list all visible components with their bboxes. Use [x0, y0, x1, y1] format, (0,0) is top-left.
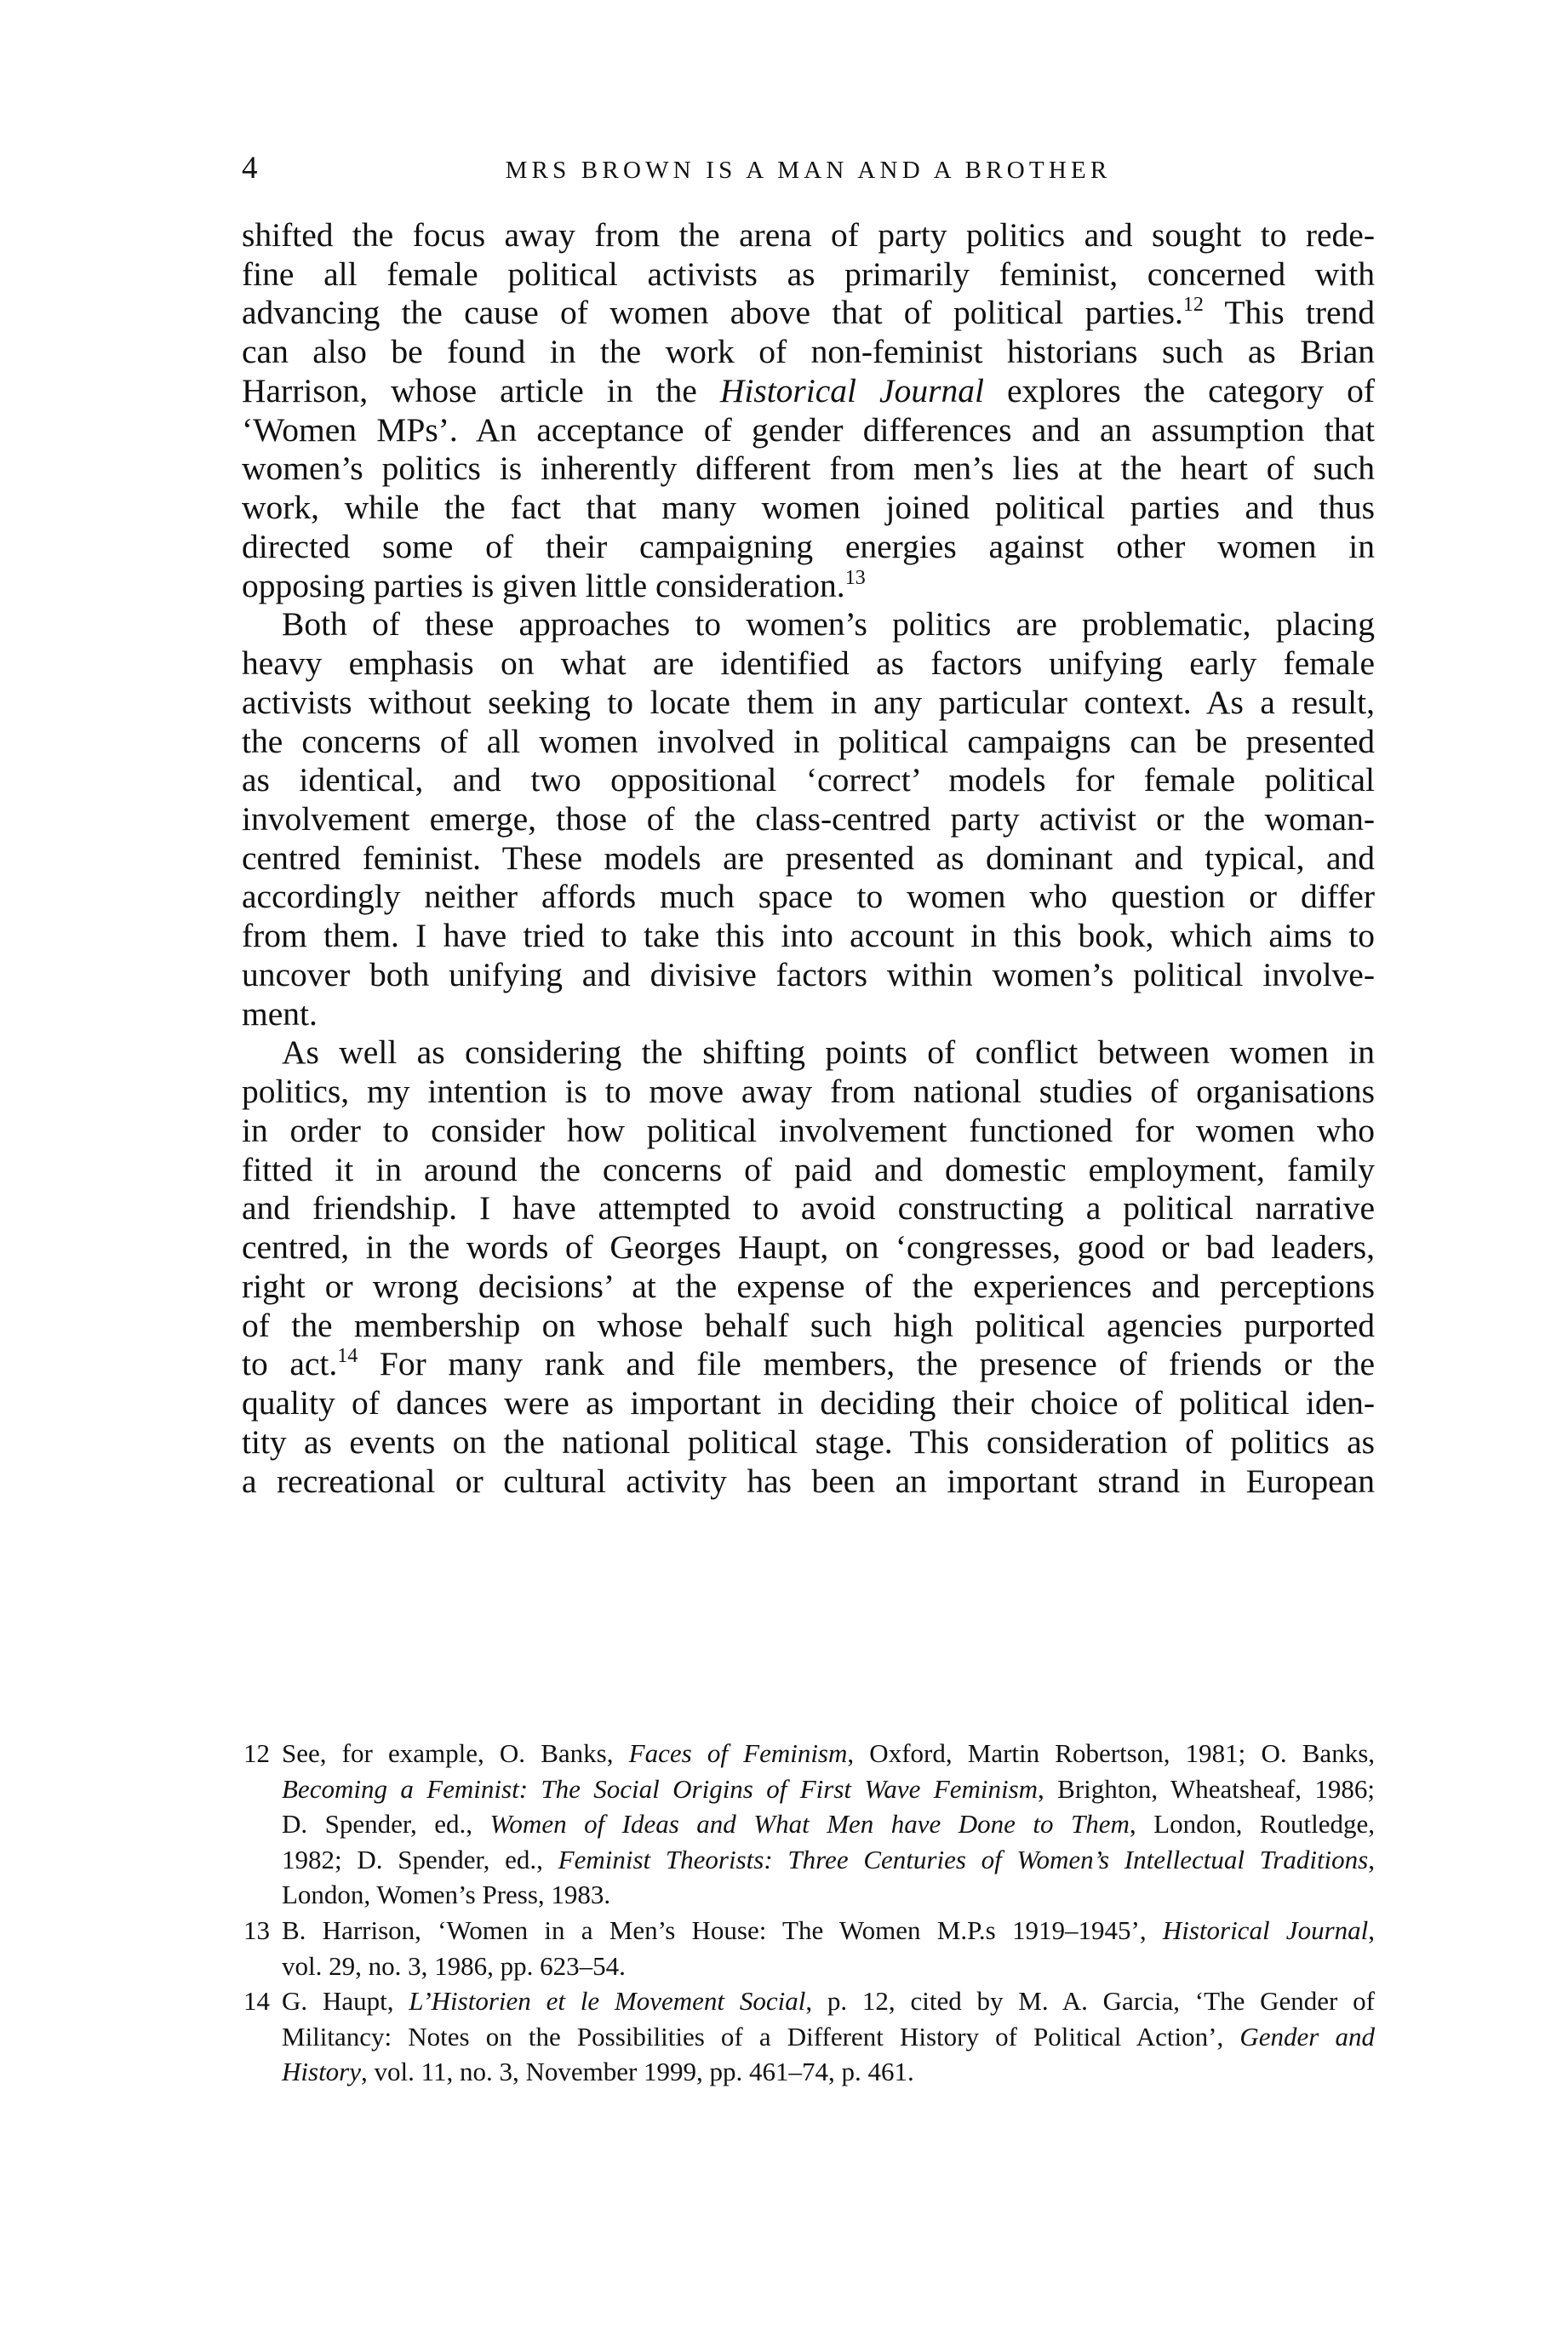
footnote-line — [242, 2019, 1375, 2055]
footnote-13 — [242, 1913, 1375, 1983]
text-run: fine all female political activists as primarily feminist, concerned with — [242, 255, 1375, 293]
paragraph — [242, 216, 1375, 605]
text-run: involvement emerge, those of the class-centred party activist or the woman- — [242, 800, 1375, 838]
text-run: a recreational or cultural activity has been an important strand in European — [242, 1462, 1375, 1500]
text-line — [242, 1112, 1375, 1151]
text-line — [242, 723, 1375, 762]
text-run: to act. — [242, 1345, 338, 1383]
text-run: Militancy: Notes on the Possibilities of a Different History of Political Action’, — [282, 2021, 1240, 2052]
text-line — [242, 839, 1375, 878]
paragraph — [242, 1033, 1375, 1501]
text-run: uncover both unifying and divisive factors within women’s political involve- — [242, 955, 1375, 993]
footnote-reference: 12 — [1182, 294, 1204, 317]
text-line — [242, 255, 1375, 295]
text-line — [242, 1268, 1375, 1307]
text-line — [242, 1384, 1375, 1423]
footnote-line — [242, 1913, 1375, 1949]
text-run: from them. I have tried to take this into account in this book, which aims to — [242, 917, 1375, 955]
footnote-line — [242, 1949, 1375, 1984]
text-line — [242, 567, 1375, 606]
text-run: explores the category of — [983, 371, 1376, 409]
italic-title: Feminist Theorists: Three Centuries of Women’s Intellectual Traditions — [558, 1844, 1369, 1874]
text-run: tity as events on the national political stage. This consideration of politics as — [242, 1422, 1375, 1461]
text-run: work, while the fact that many women joined political parties and thus — [242, 489, 1375, 527]
text-run: As well as considering the shifting points of conflict between women in — [282, 1033, 1375, 1072]
footnotes — [242, 1736, 1375, 2090]
text-line — [242, 995, 1375, 1034]
page-number: 4 — [242, 151, 258, 186]
text-line — [242, 878, 1375, 917]
footnote-number: 13 — [243, 1914, 270, 1945]
text-run: directed some of their campaigning energies against other women in — [242, 527, 1375, 565]
text-line — [242, 1073, 1375, 1112]
text-run: shifted the focus away from the arena of party politics and sought to rede- — [242, 216, 1375, 254]
text-line — [242, 956, 1375, 995]
text-line — [242, 684, 1375, 723]
text-run: For many rank and file members, the presence of friends or the — [358, 1345, 1375, 1383]
text-line — [242, 1228, 1375, 1268]
text-line — [242, 411, 1375, 450]
footnote-number: 12 — [243, 1738, 270, 1768]
text-line — [242, 1189, 1375, 1228]
footnote-line — [242, 1806, 1375, 1842]
text-run: heavy emphasis on what are identified as factors unifying early female — [242, 644, 1375, 683]
text-run: , p. 12, cited by M. A. Garcia, ‘The Gender of — [805, 1986, 1375, 2017]
italic-title: History — [282, 2057, 361, 2087]
text-line — [242, 449, 1375, 489]
italic-title: Historical Journal — [1162, 1914, 1369, 1945]
text-run: vol. 29, no. 3, 1986, pp. 623–54. — [282, 1950, 626, 1981]
text-run: G. Haupt, — [282, 1986, 409, 2017]
text-run: of the membership on whose behalf such high political agencies purported — [242, 1306, 1375, 1344]
text-run: D. Spender, ed., — [282, 1809, 490, 1840]
text-run: right or wrong decisions’ at the expense of the experiences and perceptions — [242, 1267, 1375, 1305]
text-run: opposing parties is given little consideration. — [242, 566, 845, 604]
text-line — [242, 1345, 1375, 1384]
text-line — [242, 1151, 1375, 1190]
text-line — [242, 216, 1375, 255]
text-run: , — [1368, 1914, 1375, 1945]
text-line — [242, 1033, 1375, 1073]
text-run: fitted it in around the concerns of paid and domestic employment, family — [242, 1150, 1375, 1188]
text-run: women’s politics is inherently different from men’s lies at the heart of such — [242, 449, 1375, 488]
footnote-line — [242, 1736, 1375, 1771]
text-run: quality of dances were as important in deciding their choice of political iden- — [242, 1384, 1375, 1422]
footnote-12 — [242, 1736, 1375, 1913]
text-run: activists without seeking to locate them in any particular context. As a result, — [242, 683, 1375, 721]
text-line — [242, 528, 1375, 567]
text-run: See, for example, O. Banks, — [282, 1738, 629, 1768]
text-run: advancing the cause of women above that of political parties. — [242, 294, 1183, 332]
text-line — [242, 294, 1375, 333]
text-run: , vol. 11, no. 3, November 1999, pp. 461–74, p. 461. — [361, 2057, 914, 2087]
text-run: politics, my intention is to move away from national studies of organisations — [242, 1073, 1375, 1111]
text-run: centred feminist. These models are presented as dominant and typical, and — [242, 838, 1375, 877]
text-run: and friendship. I have attempted to avoid constructing a political narrative — [242, 1189, 1375, 1228]
text-line — [242, 1307, 1375, 1346]
text-run: can also be found in the work of non-feminist historians such as Brian — [242, 333, 1375, 371]
running-header — [242, 150, 1375, 187]
text-run: ‘Women MPs’. An acceptance of gender differences and an assumption that — [242, 410, 1375, 449]
text-line — [242, 1462, 1375, 1502]
footnote-reference: 13 — [844, 566, 866, 589]
footnote-line — [242, 2054, 1375, 2090]
text-run: This trend — [1203, 294, 1376, 332]
text-line — [242, 333, 1375, 372]
footnote-line — [242, 1771, 1375, 1807]
text-run: Both of these approaches to women’s politics are problematic, placing — [282, 605, 1375, 644]
footnote-14 — [242, 1983, 1375, 2090]
text-line — [242, 917, 1375, 956]
text-run: ment. — [242, 994, 318, 1033]
italic-title: Women of Ideas and What Men have Done to Them — [489, 1809, 1130, 1840]
text-run: , — [1368, 1844, 1375, 1874]
italic-title: L’Historien et le Movement Social — [409, 1986, 806, 2017]
footnote-number: 14 — [243, 1986, 270, 2017]
text-line — [242, 372, 1375, 411]
text-run: the concerns of all women involved in political campaigns can be presented — [242, 722, 1375, 760]
text-run: in order to consider how political involvement functioned for women who — [242, 1111, 1375, 1149]
text-line — [242, 761, 1375, 800]
text-run: London, Women’s Press, 1983. — [282, 1880, 611, 1910]
body-text — [242, 216, 1375, 1501]
text-run: accordingly neither affords much space to women who question or differ — [242, 878, 1375, 916]
italic-title: Gender and — [1239, 2021, 1375, 2052]
text-line — [242, 644, 1375, 684]
footnote-line — [242, 1983, 1375, 2019]
text-line — [242, 605, 1375, 644]
text-run: Harrison, whose article in the — [242, 371, 720, 409]
footnote-line — [242, 1842, 1375, 1878]
running-title: MRS BROWN IS A MAN AND A BROTHER — [505, 157, 1112, 184]
text-run: centred, in the words of Georges Haupt, on ‘congresses, good or bad leaders, — [242, 1228, 1375, 1267]
footnote-reference: 14 — [337, 1345, 358, 1368]
text-run: B. Harrison, ‘Women in a Men’s House: The Women M.P.s 1919–1945’, — [282, 1914, 1163, 1945]
text-line — [242, 489, 1375, 528]
text-run: , Oxford, Martin Robertson, 1981; O. Banks, — [847, 1738, 1376, 1768]
paragraph — [242, 605, 1375, 1033]
text-run: as identical, and two oppositional ‘correct’ models for female political — [242, 761, 1375, 799]
text-run: , London, Routledge, — [1129, 1809, 1375, 1840]
text-run: , Brighton, Wheatsheaf, 1986; — [1038, 1773, 1376, 1804]
italic-title: Faces of Feminism — [628, 1738, 848, 1768]
italic-title: Becoming a Feminist: The Social Origins of First Wave Feminism — [282, 1773, 1039, 1804]
text-line — [242, 800, 1375, 839]
text-line — [242, 1423, 1375, 1462]
italic-title: Historical Journal — [719, 371, 984, 409]
text-run: 1982; D. Spender, ed., — [282, 1844, 558, 1874]
footnote-line — [242, 1877, 1375, 1913]
